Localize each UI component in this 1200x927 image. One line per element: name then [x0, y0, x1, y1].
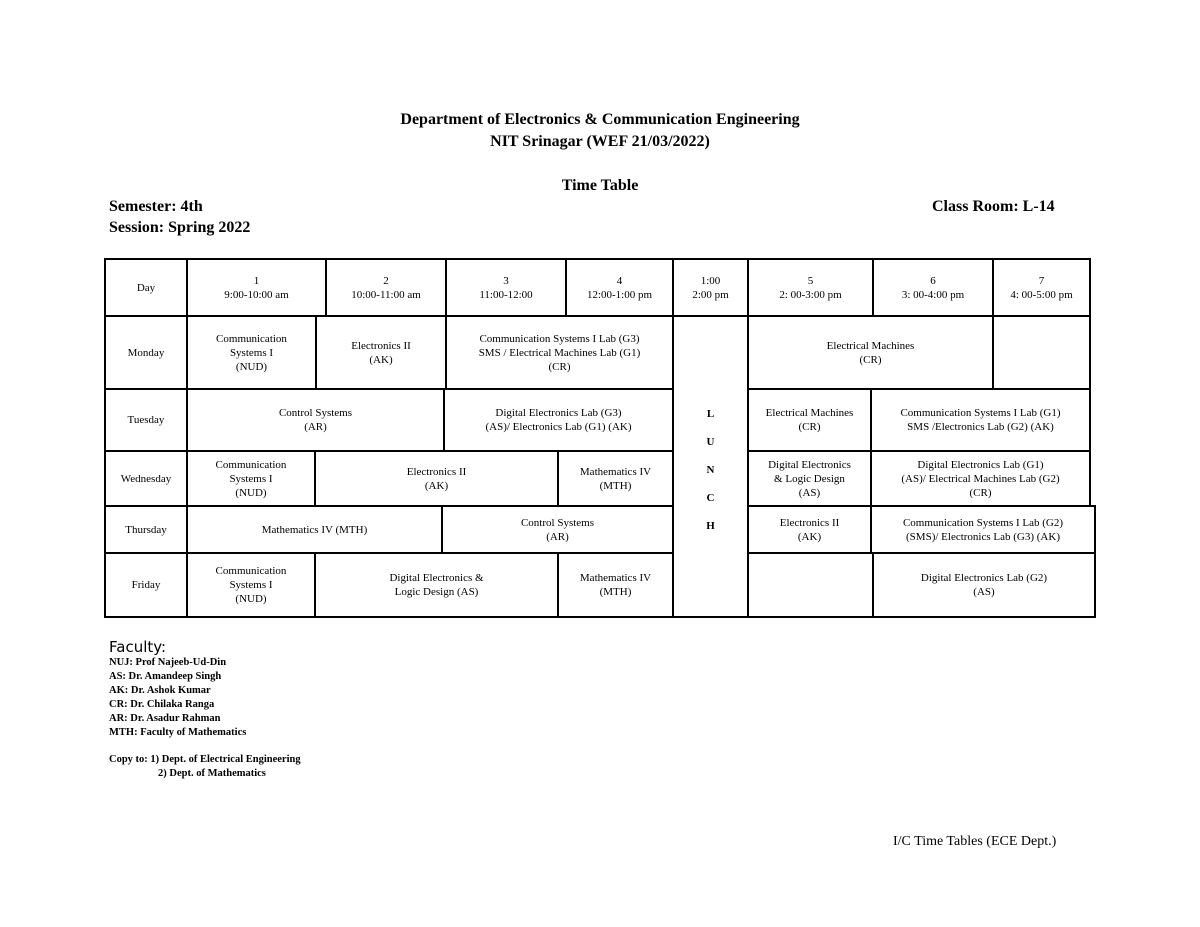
class-cell: Mathematics IV (MTH)	[261, 523, 368, 536]
class-cell: Electronics II (AK)	[351, 339, 411, 366]
class-cell: Communication Systems I (NUD)	[215, 565, 287, 605]
class-cell: Electrical Machines (CR)	[826, 339, 915, 366]
class-cell: Electronics II (AK)	[406, 465, 467, 492]
class-cell: Communication Systems I Lab (G2) (SMS)/ Electronics Lab (G3) (AK)	[902, 516, 1064, 543]
header-day: Day	[136, 281, 156, 294]
faculty-item: CR: Dr. Chilaka Ranga	[109, 699, 215, 710]
footer-signature: I/C Time Tables (ECE Dept.)	[893, 834, 1057, 849]
class-cell: Electrical Machines (CR)	[765, 407, 854, 433]
class-cell	[994, 317, 1089, 388]
copy-to-line-1: Copy to: 1) Dept. of Electrical Engineering	[109, 754, 301, 765]
class-cell: Digital Electronics Lab (G1) (AS)/ Electrical Machines Lab (G2) (CR)	[901, 458, 1060, 499]
class-cell: Digital Electronics & Logic Design (AS)	[768, 458, 851, 499]
faculty-item: MTH: Faculty of Mathematics	[109, 727, 247, 738]
header-period-3: 3 11:00-12:00	[479, 274, 533, 301]
faculty-list	[109, 656, 246, 740]
page-title: Time Table	[561, 177, 639, 194]
grid-line	[1094, 505, 1096, 618]
header-lunch: 1:00 2:00 pm	[692, 274, 729, 301]
institute-title: NIT Srinagar (WEF 21/03/2022)	[490, 133, 710, 150]
class-cell: Digital Electronics & Logic Design (AS)	[389, 572, 484, 598]
faculty-title: Faculty:	[109, 638, 167, 656]
lunch-letter: H	[706, 520, 715, 532]
lunch-column	[673, 400, 748, 540]
header-period-5: 5 2: 00-3:00 pm	[779, 274, 842, 301]
header-period-6: 6 3: 00-4:00 pm	[901, 274, 965, 301]
class-cell: Control Systems (AR)	[278, 407, 353, 433]
lunch-letter: L	[706, 408, 715, 420]
class-cell: Digital Electronics Lab (G3) (AS)/ Electronics Lab (G1) (AK)	[485, 407, 632, 433]
faculty-item: AR: Dr. Asadur Rahman	[109, 713, 221, 724]
class-cell: Communication Systems I Lab (G3) SMS / Electrical Machines Lab (G1) (CR)	[478, 332, 641, 373]
classroom-label: Class Room: L-14	[932, 198, 1055, 215]
day-label-monday: Monday	[127, 346, 165, 359]
class-cell: Control Systems (AR)	[520, 516, 595, 543]
header-period-7: 7 4: 00-5:00 pm	[1010, 274, 1073, 301]
semester-label: Semester: 4th	[109, 198, 203, 215]
faculty-item: NUJ: Prof Najeeb-Ud-Din	[109, 657, 227, 668]
day-label-tuesday: Tuesday	[127, 414, 165, 426]
lunch-letter: U	[706, 436, 715, 448]
class-cell: Digital Electronics Lab (G2) (AS)	[920, 572, 1048, 598]
department-title: Department of Electronics & Communication Engineering	[400, 111, 800, 128]
header-period-4: 4 12:00-1:00 pm	[586, 274, 653, 301]
class-cell	[749, 554, 872, 616]
lunch-letter: N	[706, 464, 715, 476]
class-cell: Communication Systems I Lab (G1) SMS /Electronics Lab (G2) (AK)	[900, 407, 1061, 433]
day-label-wednesday: Wednesday	[120, 472, 172, 485]
day-label-thursday: Thursday	[125, 523, 167, 536]
grid-line	[104, 616, 1096, 618]
faculty-item: AS: Dr. Amandeep Singh	[109, 671, 222, 682]
session-label: Session: Spring 2022	[109, 219, 251, 236]
header-period-1: 1 9:00-10:00 am	[224, 274, 289, 301]
class-cell: Communication Systems I (NUD)	[216, 332, 287, 373]
header-period-2: 2 10:00-11:00 am	[351, 274, 421, 301]
faculty-item: AK: Dr. Ashok Kumar	[109, 685, 211, 696]
copy-to-line-2: 2) Dept. of Mathematics	[158, 768, 266, 779]
lunch-letter: C	[706, 492, 715, 504]
class-cell: Mathematics IV (MTH)	[579, 572, 652, 598]
day-label-friday: Friday	[131, 579, 161, 591]
class-cell: Communication Systems I (NUD)	[215, 458, 287, 499]
class-cell: Mathematics IV (MTH)	[579, 465, 652, 492]
class-cell: Electronics II (AK)	[779, 516, 840, 543]
grid-line	[1089, 258, 1091, 507]
